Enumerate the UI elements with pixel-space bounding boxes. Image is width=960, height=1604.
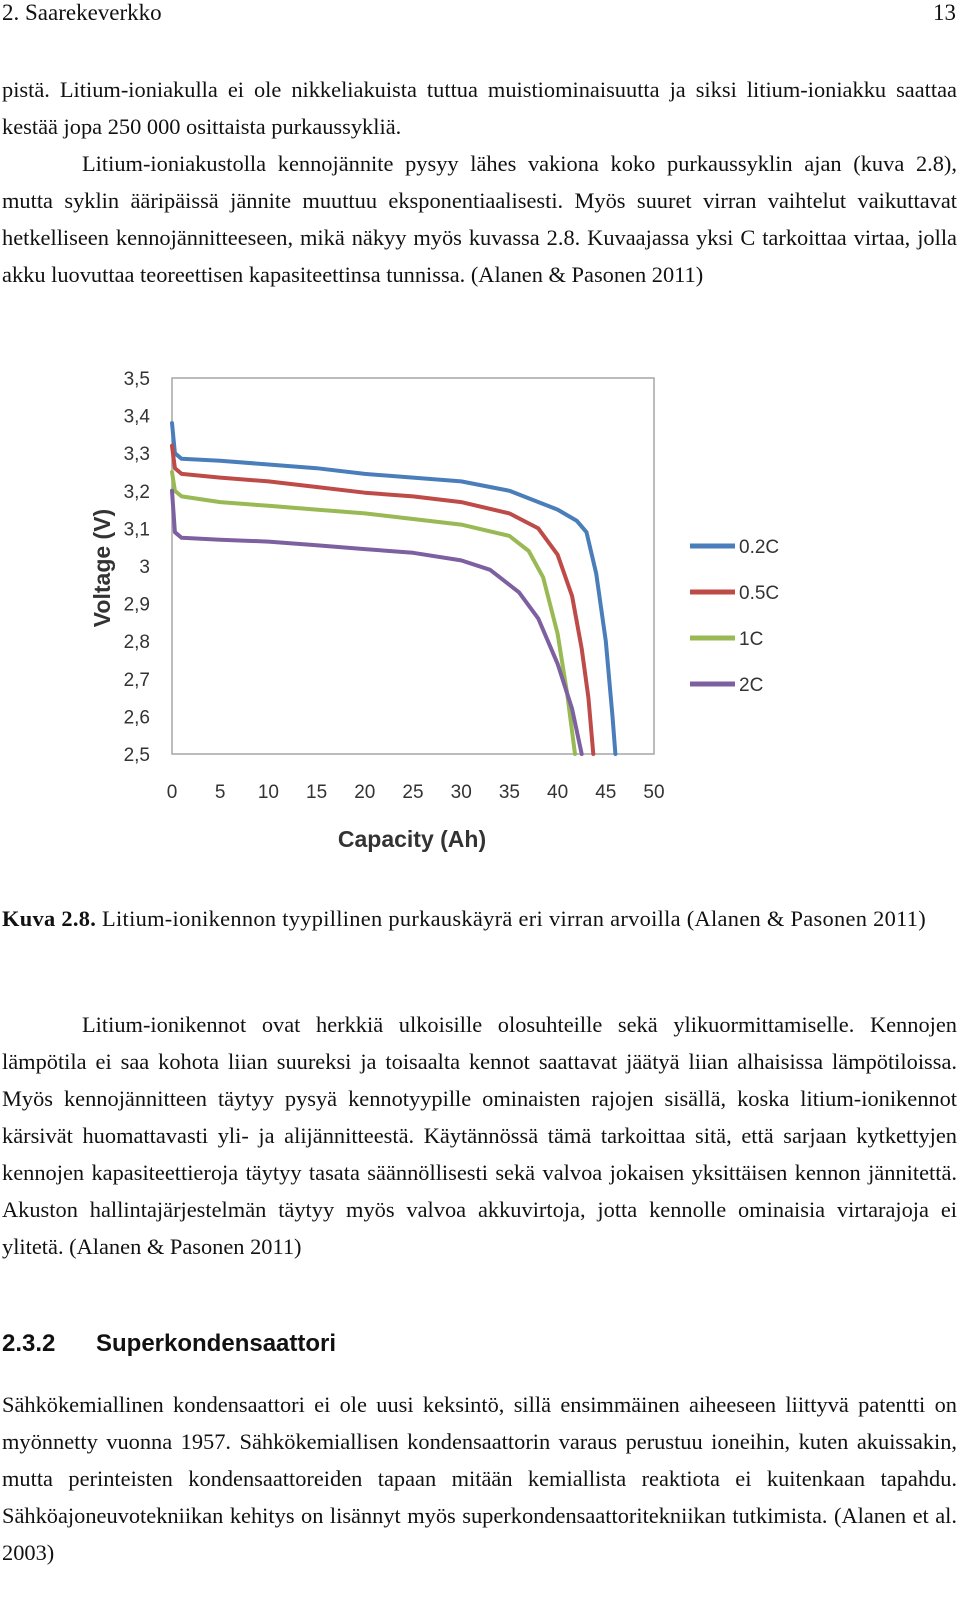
y-axis-label: Voltage (V) — [89, 508, 115, 628]
paragraph-3: Litium-ionikennot ovat herkkiä ulkoisille olosuhteille sekä ylikuormittamiselle. Kennojen lämpötila ei saa kohota liian suureksi ja toisaalta kennot saattavat jäätyä liian alhaisissa lämpötiloissa. Myös kennojännitteen täytyy pysyä kennotyypille ominaisten rajojen sisällä, koska litium-ionikennot kärsivät huomattavasti yli- ja alijännitteestä. Käytännössä tämä tarkoittaa sitä, että sarjaan kytkettyjen kennojen kapasiteettieroja täytyy tasata säännöllisesti sekä valvoa jokaisen yksittäisen kennon jännitettä. Akuston hallintajärjestelmän täytyy myös valvoa akkuvirtoja, jotta kennolle ominaisia virtarajoja ei ylitetä. (Alanen & Pasonen 2011) — [2, 1012, 957, 1259]
paragraph-1: pistä. Litium-ioniakulla ei ole nikkeliakuista tuttua muistiominaisuutta ja siksi litium-ioniakku saattaa kestää jopa 250 000 osittaista purkaussykliä. — [2, 77, 957, 139]
y-tick-label: 3,2 — [123, 481, 150, 503]
x-tick-label: 35 — [498, 782, 520, 803]
caption-text: Litium-ionikennon tyypillinen purkauskäyrä eri virran arvoilla (Alanen & Pasonen 2011) — [96, 906, 927, 931]
discharge-curve-chart — [0, 350, 960, 870]
paragraph-4: Sähkökemiallinen kondensaattori ei ole uusi keksintö, sillä ensimmäinen aiheeseen liittyvä patentti on myönnetty vuonna 1957. Sähkökemiallisen kondensaattorin varaus perustuu ioneihin, kuten akuissakin, mutta perinteisten kondensaattoreiden tapaan mitään kemiallista reaktiota ei kuitenkaan tapahdu. Sähköajoneuvotekniikan kehitys on lisännyt myös superkondensaattoritekniikan tutkimista. (Alanen et al. 2003) — [2, 1392, 957, 1565]
y-tick-label: 2,5 — [123, 745, 150, 766]
y-tick-label: 2,7 — [123, 669, 150, 691]
legend-label: 0.5C — [739, 583, 780, 604]
page-number: 13 — [933, 0, 956, 25]
caption-label: Kuva 2.8. — [2, 906, 97, 931]
x-tick-label: 15 — [306, 782, 328, 803]
x-tick-label: 30 — [450, 782, 472, 803]
y-tick-label: 3,5 — [123, 369, 150, 390]
section-number: 2.3.2 — [2, 1330, 56, 1357]
legend-label: 2C — [739, 675, 764, 696]
y-tick-label: 3,1 — [123, 519, 150, 541]
series-line-0_5C — [172, 446, 593, 754]
series-line-0_2C — [172, 423, 615, 754]
x-tick-label: 20 — [354, 782, 376, 803]
y-tick-label: 3,4 — [123, 406, 150, 428]
figure-caption — [2, 900, 957, 937]
x-tick-label: 40 — [547, 782, 569, 803]
legend-label: 0.2C — [739, 537, 780, 558]
y-tick-label: 3,3 — [123, 444, 150, 466]
x-tick-label: 45 — [595, 782, 617, 803]
legend-label: 1C — [739, 629, 764, 650]
x-tick-label: 5 — [214, 782, 226, 803]
series-line-2C — [172, 491, 582, 754]
y-tick-label: 3 — [139, 557, 150, 578]
y-tick-label: 2,9 — [123, 594, 150, 616]
paragraph-2: Litium-ioniakustolla kennojännite pysyy lähes vakiona koko purkaussyklin ajan (kuva 2.8), mutta syklin ääripäissä jännite muuttuu eksponentiaalisesti. Myös suuret virran vaihtelut vaikuttavat hetkelliseen kennojännitteeseen, mikä näkyy myös kuvassa 2.8. Kuvaajassa yksi C tarkoittaa virtaa, jolla akku luovuttaa teoreettisen kapasiteettinsa tunnissa. (Alanen & Pasonen 2011) — [2, 151, 957, 287]
page-header — [0, 0, 960, 30]
x-tick-label: 10 — [257, 782, 279, 803]
y-tick-label: 2,6 — [123, 707, 150, 729]
x-tick-label: 50 — [643, 782, 665, 803]
section-heading — [2, 1330, 336, 1358]
x-tick-label: 0 — [166, 782, 178, 803]
section-title: Superkondensaattori — [96, 1330, 337, 1357]
x-tick-label: 25 — [402, 782, 424, 803]
y-tick-label: 2,8 — [123, 632, 150, 654]
x-axis-label: Capacity (Ah) — [337, 826, 487, 852]
chapter-title: 2. Saarekeverkko — [2, 0, 162, 25]
plot-area-border — [172, 378, 654, 754]
